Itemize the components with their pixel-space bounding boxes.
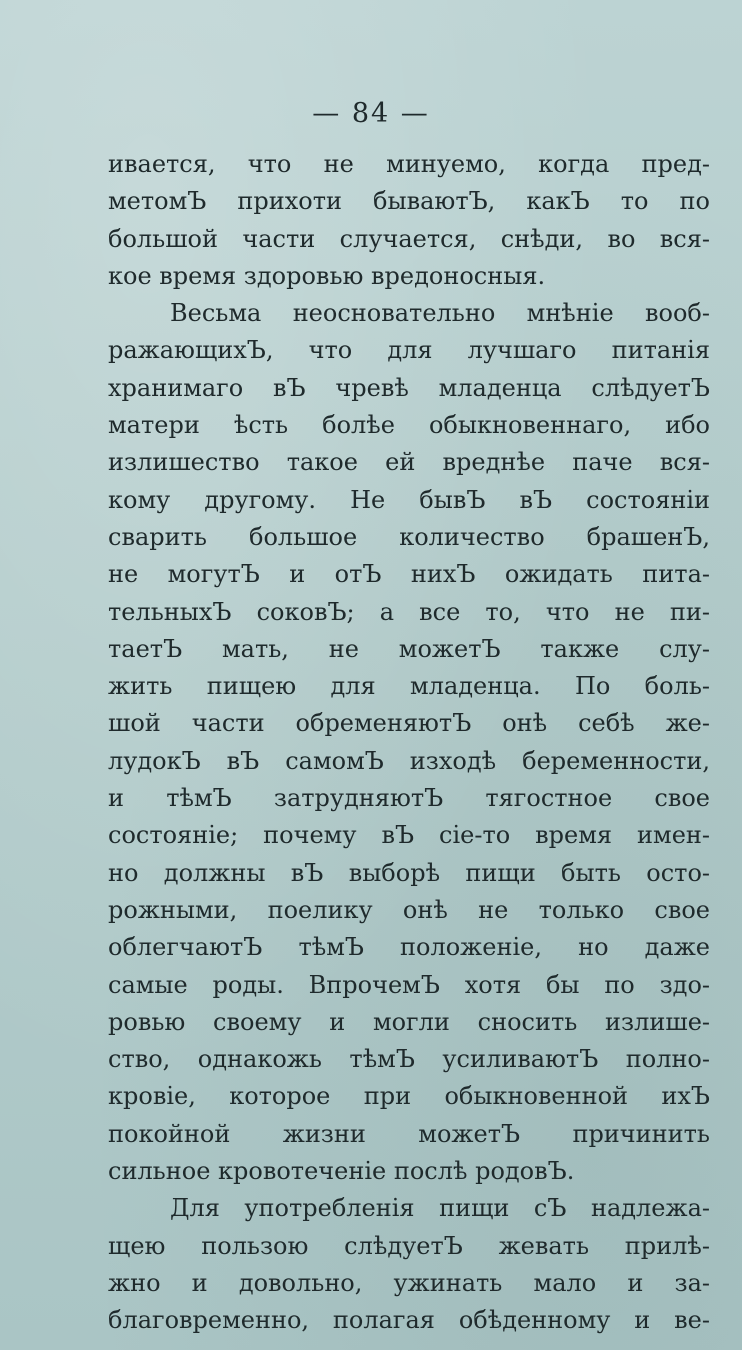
text-line: кое время здоровью вредоносныя. <box>108 261 546 290</box>
text-line: сварить большое количество брашенЪ, <box>108 522 710 551</box>
text-line: покойной жизни можетЪ причинить <box>108 1119 710 1148</box>
text-line: шой части обременяютЪ онѣ себѣ же- <box>108 709 710 738</box>
text-line: метомЪ прихоти бываютЪ, какЪ то по <box>108 187 710 216</box>
text-line: жно и довольно, ужинать мало и за- <box>108 1268 710 1297</box>
text-line: излишество такое ей вреднѣе паче вся- <box>108 448 710 477</box>
text-line: лудокЪ вЪ самомЪ изходѣ беременности, <box>108 746 710 775</box>
text-line: благовременно, полагая обѣденному и ве- <box>108 1306 710 1335</box>
body-text <box>108 146 710 1340</box>
text-line: жить пищею для младенца. По боль- <box>108 672 710 701</box>
text-line: ивается, что не минуемо, когда пред- <box>108 150 710 178</box>
page-number: — 84 — <box>312 98 430 129</box>
text-line: таетЪ мать, не можетЪ также слу- <box>108 634 710 663</box>
text-line: ровью своему и могли сносить излише- <box>108 1007 710 1036</box>
text-line: ражающихЪ, что для лучшаго питанія <box>108 336 710 365</box>
text-line: самые роды. ВпрочемЪ хотя бы по здо- <box>108 970 710 999</box>
text-line: большой части случается, снѣди, во вся- <box>108 224 710 253</box>
text-line: но должны вЪ выборѣ пищи быть осто- <box>108 858 710 887</box>
text-line: щею пользою слѣдуетЪ жевать прилѣ- <box>108 1231 710 1260</box>
text-line: рожными, поелику онѣ не только свое <box>108 895 710 924</box>
text-line: кому другому. Не бывЪ вЪ состояніи <box>108 485 710 514</box>
text-line: хранимаго вЪ чревѣ младенца слѣдуетЪ <box>108 373 710 402</box>
text-line: тельныхЪ соковЪ; а все то, что не пи- <box>108 597 710 626</box>
text-line: кровіе, которое при обыкновенной ихЪ <box>108 1082 710 1111</box>
paragraph-start-line: Для употребленія пищи сЪ надлежа- <box>170 1194 710 1223</box>
text-line: сильное кровотеченіе послѣ родовЪ. <box>108 1157 575 1186</box>
text-line: и тѣмЪ затрудняютЪ тягостное свое <box>108 784 710 813</box>
text-line: облегчаютЪ тѣмЪ положеніе, но даже <box>108 933 710 962</box>
text-line: не могутЪ и отЪ нихЪ ожидать пита- <box>108 560 710 589</box>
text-line: матери ѣсть болѣе обыкновеннаго, ибо <box>108 411 710 440</box>
text-line: ство, однакожь тѣмЪ усиливаютЪ полно- <box>108 1045 710 1074</box>
paragraph-start-line: Весьма неосновательно мнѣніе вооб- <box>170 299 710 328</box>
text-line: состояніе; почему вЪ сіе-то время имен- <box>108 821 710 850</box>
